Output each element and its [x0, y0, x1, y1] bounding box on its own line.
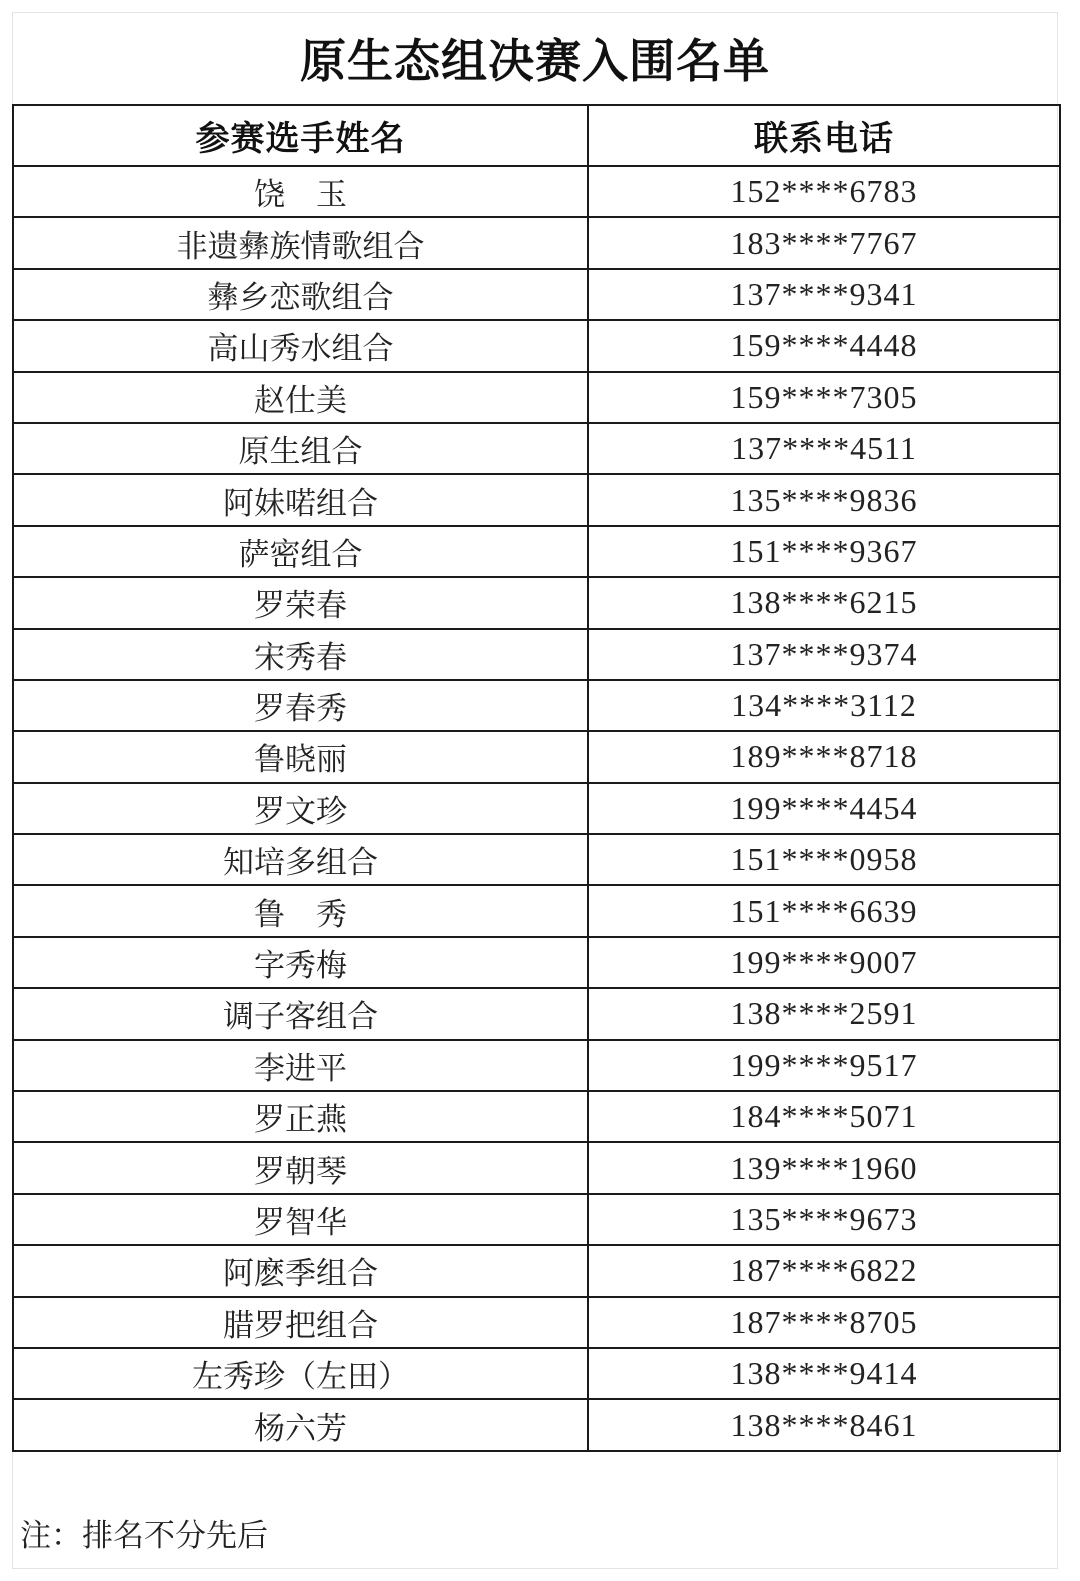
contestant-name-cell: 罗正燕 — [13, 1091, 588, 1142]
table-row — [13, 731, 1060, 782]
contestant-name-cell: 杨六芳 — [13, 1399, 588, 1450]
contact-phone-cell: 138****2591 — [588, 988, 1060, 1039]
contestant-name-cell: 罗春秀 — [13, 680, 588, 731]
contact-phone-cell: 138****6215 — [588, 577, 1060, 628]
table-row — [13, 1194, 1060, 1245]
contact-phone-cell: 137****9341 — [588, 269, 1060, 320]
contestant-name-cell: 罗智华 — [13, 1194, 588, 1245]
table-row — [13, 937, 1060, 988]
table-row — [13, 1399, 1060, 1450]
table-row — [13, 526, 1060, 577]
table-row — [13, 1091, 1060, 1142]
contact-phone-cell: 159****7305 — [588, 372, 1060, 423]
contestant-name-cell: 鲁晓丽 — [13, 731, 588, 782]
contestant-name-cell: 知培多组合 — [13, 834, 588, 885]
table-row — [13, 834, 1060, 885]
contact-phone-cell: 151****6639 — [588, 885, 1060, 936]
contestant-name-cell: 左秀珍（左田） — [13, 1348, 588, 1399]
table-row — [13, 320, 1060, 371]
table-row — [13, 1142, 1060, 1193]
contestant-name-cell: 罗朝琴 — [13, 1142, 588, 1193]
table-row — [13, 680, 1060, 731]
contact-phone-cell: 183****7767 — [588, 217, 1060, 268]
contestant-name-cell: 饶 玉 — [13, 166, 588, 217]
contact-phone-cell: 137****4511 — [588, 423, 1060, 474]
page-title: 原生态组决赛入围名单 — [300, 34, 770, 88]
contact-phone-cell: 159****4448 — [588, 320, 1060, 371]
contact-phone-cell: 135****9836 — [588, 474, 1060, 525]
contestant-name-cell: 阿麽季组合 — [13, 1245, 588, 1296]
table-row — [13, 988, 1060, 1039]
contestant-name-cell: 李进平 — [13, 1040, 588, 1091]
footnote: 注：排名不分先后 — [20, 1518, 268, 1554]
contact-phone-cell: 199****9007 — [588, 937, 1060, 988]
table-row — [13, 372, 1060, 423]
contact-phone-cell: 151****0958 — [588, 834, 1060, 885]
table-row — [13, 1348, 1060, 1399]
table-row — [13, 269, 1060, 320]
contact-phone-cell: 199****4454 — [588, 783, 1060, 834]
contestant-name-cell: 鲁 秀 — [13, 885, 588, 936]
table-row — [13, 1245, 1060, 1296]
table-row — [13, 423, 1060, 474]
contact-phone-cell: 139****1960 — [588, 1142, 1060, 1193]
contact-phone-cell: 189****8718 — [588, 731, 1060, 782]
table-row — [13, 577, 1060, 628]
contestant-name-cell: 罗文珍 — [13, 783, 588, 834]
table-header-row — [13, 105, 1060, 166]
contestant-name-cell: 腊罗把组合 — [13, 1297, 588, 1348]
contestant-name-cell: 萨密组合 — [13, 526, 588, 577]
contact-phone-cell: 151****9367 — [588, 526, 1060, 577]
contact-phone-cell: 138****8461 — [588, 1399, 1060, 1450]
table-body — [13, 166, 1060, 1451]
column-header-phone: 联系电话 — [588, 105, 1060, 166]
contact-phone-cell: 138****9414 — [588, 1348, 1060, 1399]
contestant-name-cell: 彝乡恋歌组合 — [13, 269, 588, 320]
contestant-name-cell: 调子客组合 — [13, 988, 588, 1039]
contact-phone-cell: 135****9673 — [588, 1194, 1060, 1245]
contestant-name-cell: 非遗彝族情歌组合 — [13, 217, 588, 268]
column-header-name: 参赛选手姓名 — [13, 105, 588, 166]
finalist-table — [12, 104, 1061, 1452]
contact-phone-cell: 152****6783 — [588, 166, 1060, 217]
contestant-name-cell: 高山秀水组合 — [13, 320, 588, 371]
contact-phone-cell: 187****8705 — [588, 1297, 1060, 1348]
table-row — [13, 783, 1060, 834]
contestant-name-cell: 罗荣春 — [13, 577, 588, 628]
contestant-name-cell: 字秀梅 — [13, 937, 588, 988]
table-row — [13, 629, 1060, 680]
contact-phone-cell: 199****9517 — [588, 1040, 1060, 1091]
table-row — [13, 217, 1060, 268]
contestant-name-cell: 原生组合 — [13, 423, 588, 474]
table-row — [13, 166, 1060, 217]
contestant-name-cell: 阿妹喏组合 — [13, 474, 588, 525]
table-row — [13, 885, 1060, 936]
contestant-name-cell: 赵仕美 — [13, 372, 588, 423]
contact-phone-cell: 184****5071 — [588, 1091, 1060, 1142]
contestant-name-cell: 宋秀春 — [13, 629, 588, 680]
table-row — [13, 1040, 1060, 1091]
table-row — [13, 474, 1060, 525]
contact-phone-cell: 134****3112 — [588, 680, 1060, 731]
contact-phone-cell: 187****6822 — [588, 1245, 1060, 1296]
table-row — [13, 1297, 1060, 1348]
contact-phone-cell: 137****9374 — [588, 629, 1060, 680]
